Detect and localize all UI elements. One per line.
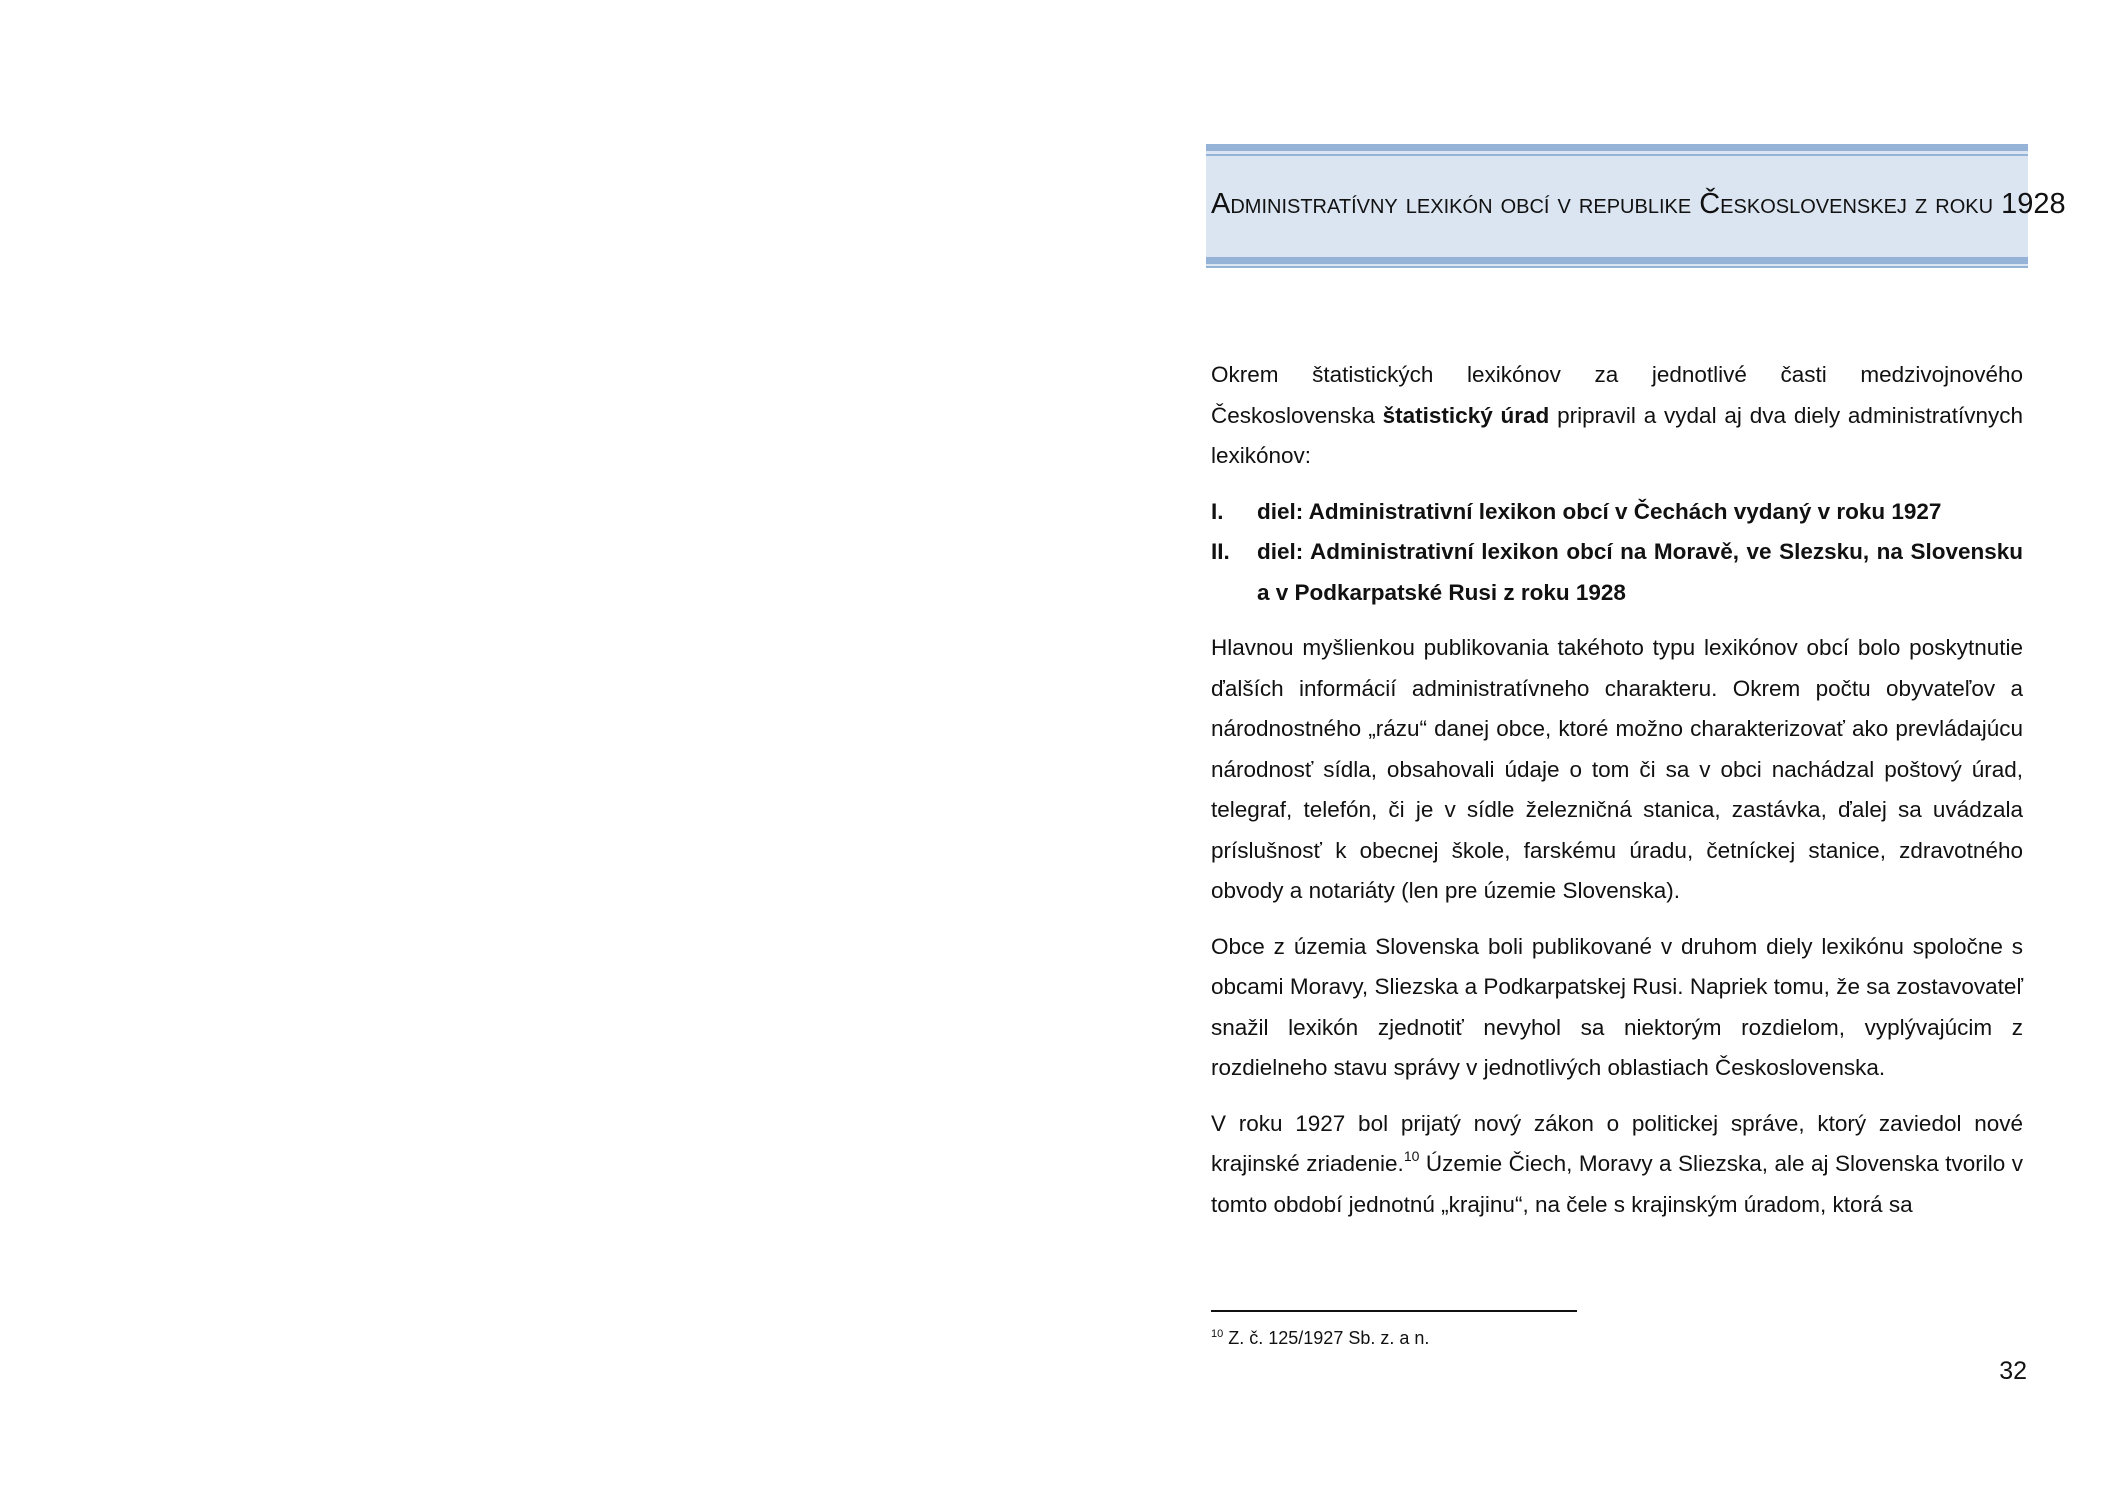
paragraph-law-1927 [1211, 1104, 2023, 1226]
header-rule-top-thin [1206, 154, 2028, 156]
chapter-title: Administratívny lexikón obcí v republike Československej z roku 1928 [1211, 188, 2066, 220]
list-item-text: diel: Administrativní lexikon obcí v Čechách vydaný v roku 1927 [1257, 498, 1942, 524]
footnote [1211, 1326, 1429, 1350]
list-item-number: II. [1211, 539, 1230, 564]
chapter-header [1206, 144, 2066, 268]
footnote-reference[interactable]: 10 [1403, 1148, 1420, 1164]
paragraph-slovakia: Obce z územia Slovenska boli publikované v druhom diely lexikónu spoločne s obcami Moravy, Sliezska a Podkarpatskej Rusi. Napriek tomu, že sa zostavovateľ snažil lexikón zjednotiť nevyhol sa niektorým rozdielom, vyplývajúcim z rozdielneho stavu správy v jednotlivých oblastiach Československa. [1211, 933, 2023, 1080]
page-number: 32 [1999, 1357, 2027, 1385]
list-item [1211, 492, 2023, 533]
paragraph-intro-text: Okrem štatistických lexikónov za jednotlivé časti medzivojnového Československa [1211, 362, 2023, 428]
paragraph-intro-text-end: pripravil a vydal aj dva diely administratívnych lexikónov: [1211, 402, 2023, 468]
paragraph-intro [1211, 355, 2023, 477]
header-rule-bottom [1206, 257, 2028, 264]
paragraph-law-text: V roku 1927 bol prijatý nový zákon o politickej správe, ktorý zaviedol nové krajinské zriadenie. [1211, 1110, 2023, 1176]
list-item-text: diel: Administrativní lexikon obcí na Moravě, ve Slezsku, na Slovensku a v Podkarpatské Rusi z roku 1928 [1257, 539, 2023, 605]
paragraph-main-idea: Hlavnou myšlienkou publikovania takéhoto typu lexikónov obcí bolo poskytnutie ďalších informácií administratívneho charakteru. Okrem počtu obyvateľov a národnostného „rázu“ danej obce, ktoré možno charakterizovať ako prevládajúcu národnosť sídla, obsahovali údaje o tom či sa v obci nachádzal poštový úrad, telegraf, telefón, či je v sídle železničná stanica, zastávka, ďalej sa uvádzala príslušnosť k obecnej škole, farskému úradu, četníckej stanice, zdravotného obvody a notariáty (len pre územie Slovenska). [1211, 635, 2023, 903]
header-rule-top [1206, 144, 2028, 151]
footnote-text: Z. č. 125/1927 Sb. z. a n. [1223, 1328, 1430, 1348]
body-text [1211, 355, 2023, 1240]
paragraph-law-text-end: Územie Čiech, Moravy a Sliezska, ale aj Slovenska tvorilo v tomto období jednotnú „krajinu“, na čele s krajinským úradom, ktorá sa [1211, 1151, 2024, 1217]
paragraph-intro-bold: štatistický úrad [1382, 402, 1550, 428]
list-item-number: I. [1211, 498, 1224, 524]
header-rule-bottom-thin [1206, 266, 2028, 268]
list-item [1211, 532, 2023, 613]
footnote-separator [1211, 1310, 1577, 1312]
volumes-list [1211, 492, 2023, 614]
footnote-number: 10 [1211, 1328, 1224, 1340]
document-page [1206, 0, 2066, 1500]
